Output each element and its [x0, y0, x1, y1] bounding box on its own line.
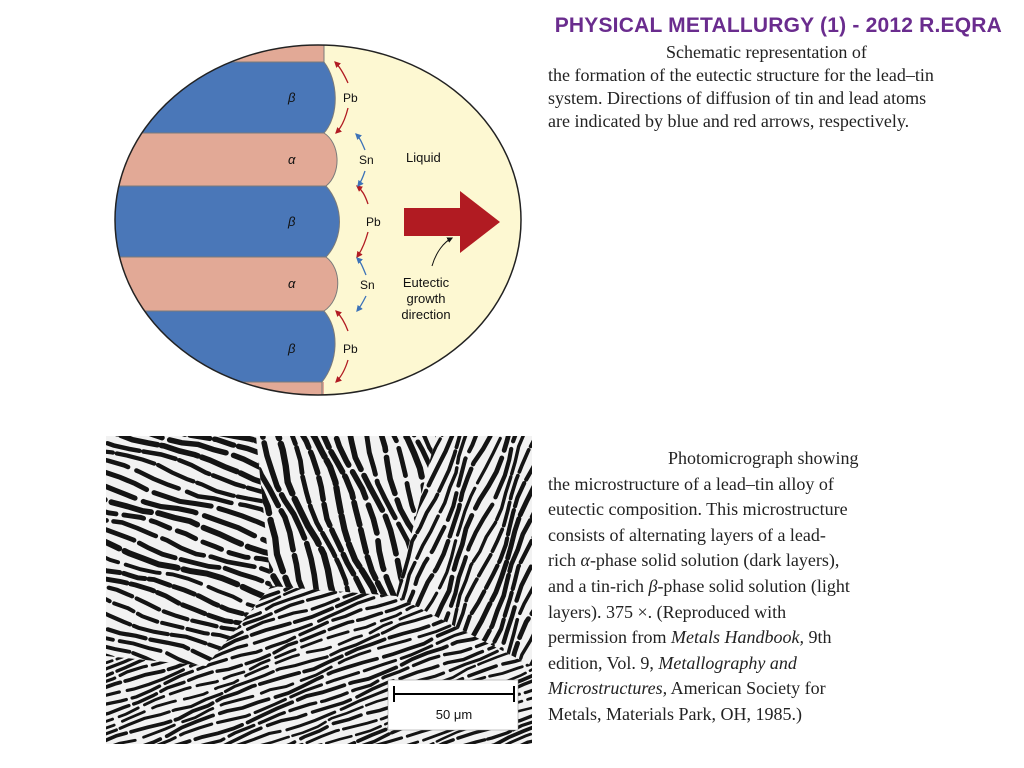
beta-layer-3	[110, 311, 335, 382]
metallography-title: Metallography and	[658, 652, 797, 673]
scale-bar-box	[388, 680, 518, 730]
photomicrograph	[106, 436, 532, 744]
metals-handbook-title: Metals Handbook,	[671, 627, 804, 648]
alpha-layer-top	[110, 40, 324, 62]
micrograph-caption-line-4a: rich	[548, 550, 581, 571]
micrograph-caption-line-5b: -phase solid solution (light	[657, 575, 850, 596]
micrograph-caption-first-line: Photomicrograph showing	[668, 448, 859, 468]
growth-label-line-2: growth	[406, 291, 446, 306]
beta-symbol: β	[648, 575, 658, 596]
micrograph-caption-line-5a: and a tin-rich	[548, 575, 649, 596]
eutectic-diagram	[110, 40, 530, 400]
micrograph-caption-line-7b: 9th	[803, 627, 832, 648]
micrograph-caption-line-10: Metals, Materials Park, OH, 1985.)	[548, 703, 802, 724]
alpha-symbol: α	[580, 550, 590, 571]
beta-layer-2	[110, 186, 340, 257]
phase-label-beta-2: β	[288, 214, 296, 229]
scale-bar-label: 50 μm	[435, 707, 473, 722]
micrograph-caption-line-2: eutectic composition. This microstructure	[548, 499, 848, 520]
atom-label-sn-2: Sn	[360, 278, 375, 292]
alpha-layer-1	[110, 133, 337, 186]
alpha-layer-2	[110, 257, 338, 311]
atom-label-sn-1: Sn	[359, 153, 374, 167]
micrograph-caption-line-9b: American Society for	[667, 678, 826, 699]
micrograph-caption	[548, 446, 940, 728]
micrograph-caption-line-3: consists of alternating layers of a lead-	[548, 524, 826, 545]
microstructures-title: Microstructures,	[548, 678, 668, 699]
micrograph-caption-line-1: the microstructure of a lead–tin alloy of	[548, 473, 834, 494]
phase-label-alpha-1: α	[288, 152, 296, 167]
liquid-label: Liquid	[406, 150, 441, 165]
phase-label-beta-1: β	[288, 90, 296, 105]
micrograph-caption-line-7a: permission from	[548, 627, 671, 648]
atom-label-pb-1: Pb	[343, 91, 358, 105]
growth-label-line-1: Eutectic	[402, 275, 450, 290]
page-title: PHYSICAL METALLURGY (1) - 2012 R.EQRA	[554, 14, 1002, 37]
diagram-caption	[548, 41, 940, 133]
phase-label-beta-3: β	[288, 341, 296, 356]
micrograph-caption-line-6: layers). 375 ×. (Reproduced with	[548, 601, 787, 622]
atom-label-pb-3: Pb	[343, 342, 358, 356]
growth-label-line-3: direction	[401, 307, 451, 322]
micrograph-caption-line-8a: edition, Vol. 9,	[548, 652, 659, 673]
phase-label-alpha-2: α	[288, 276, 296, 291]
diagram-caption-body: the formation of the eutectic structure for the lead–tin system. Directions of diffusion of tin and lead atoms are indicated by blue and red arrows, respectively.	[548, 65, 934, 131]
diagram-caption-first-line: Schematic representation of	[666, 42, 867, 62]
beta-layer-1	[110, 62, 335, 133]
atom-label-pb-2: Pb	[366, 215, 381, 229]
micrograph-caption-line-4b: -phase solid solution (dark layers),	[589, 550, 840, 571]
alpha-layer-bottom	[110, 382, 324, 400]
